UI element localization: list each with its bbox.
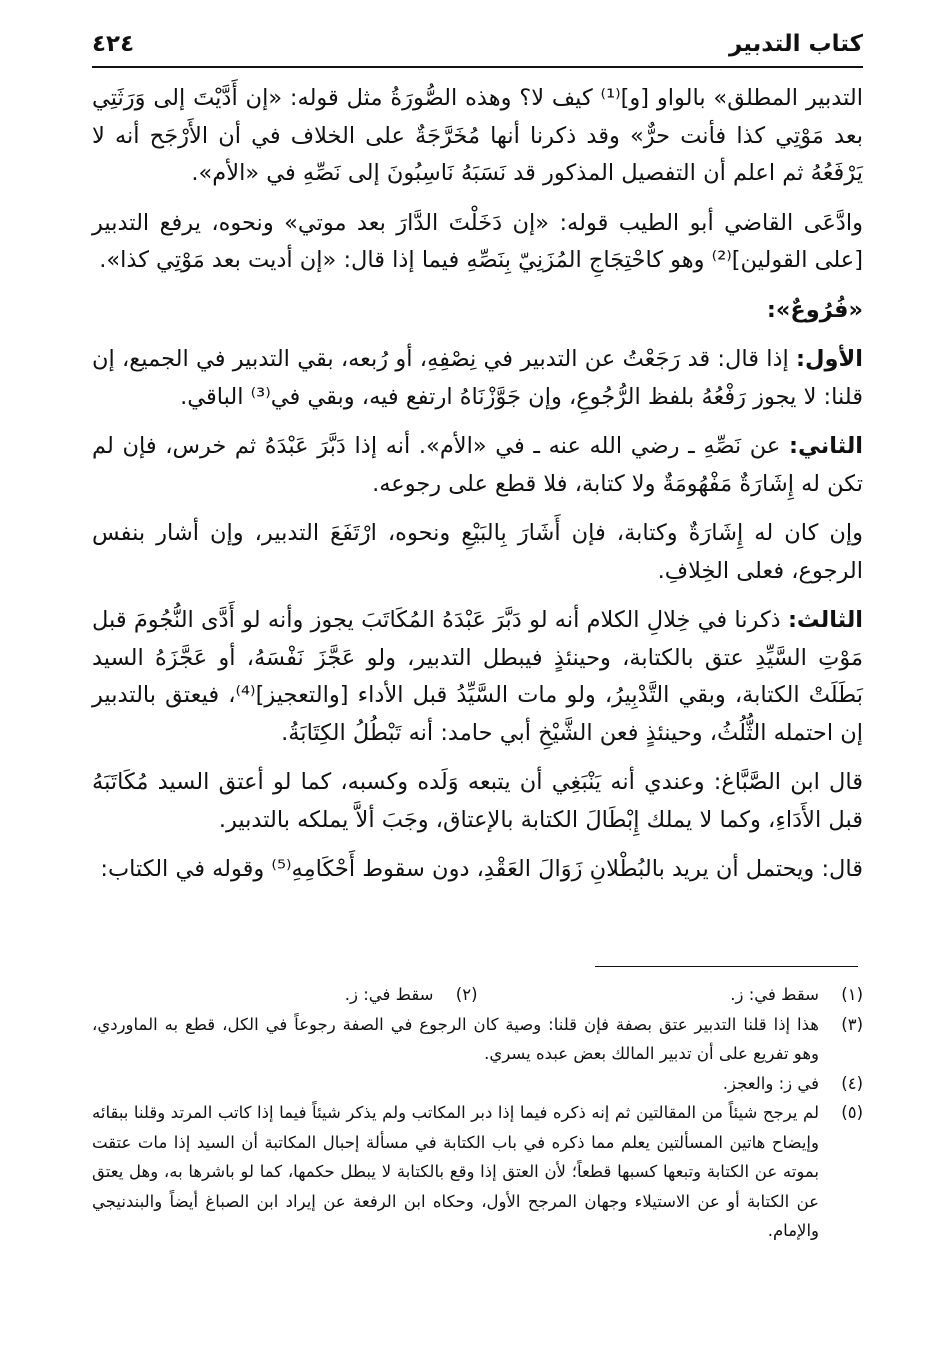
branch-first — [92, 341, 863, 416]
page-number: ٤٢٤ — [92, 31, 135, 57]
running-header — [92, 22, 863, 66]
footnote-4-text: في ز: والعجز. — [722, 1073, 819, 1093]
footnote-1-number: (١) — [841, 985, 863, 1004]
footnote-3-number: (٣) — [841, 1014, 863, 1034]
main-text — [92, 80, 863, 901]
footnote-5-number: (٥) — [841, 1103, 863, 1122]
branch-first-label: الأول: — [796, 346, 864, 372]
footnote-4-number: (٤) — [841, 1073, 863, 1093]
footnote-5 — [92, 1098, 863, 1246]
branch-third-text: ذكرنا في خِلالِ الكلام أنه لو دَبَّرَ عَبْدَهُ المُكَاتَبَ يجوز وأنه لو أَدَّى النُّجُومَ قبل مَوْتِ السَّيِّدِ عتق بالكتابة، وحينئذٍ فيبطل التدبير، ولو عَجَّزَ نَفْسَهُ، أو عَجَّزَهُ السيد بَطَلَتْ الكتابة، وبقي التَّدْبِيرُ، ولو مات السَّيِّدُ قبل الأداء [والتعجيز]⁽⁴⁾، فيعتق بالتدبير إن احتمله الثُّلُثُ، وحينئذٍ فعن الشَّيْخِ أبي حامد: أنه تَبْطُلُ الكِتَابَةُ. — [92, 607, 863, 746]
footnote-rule — [595, 966, 858, 967]
footnote-3 — [92, 1010, 863, 1069]
branch-third-label: الثالث: — [787, 607, 863, 633]
footnote-2-text: سقط في: ز. — [344, 985, 434, 1004]
paragraph-2: وادَّعَى القاضي أبو الطيب قوله: «إن دَخَلْتَ الدَّارَ بعد موتي» ونحوه، يرفع التدبير [على القولين]⁽²⁾ وهو كاحْتِجَاجِ المُزَنِيّ بِنَصِّهِ فيما إذا قال: «إن أديت بعد مَوْتِي كذا». — [92, 209, 863, 273]
paragraph-1: التدبير المطلق» بالواو [و]⁽¹⁾ كيف لا؟ وهذه الصُّورَةُ مثل قوله: «إن أَدَّيْتَ إلى وَرَثَتِي بعد مَوْتِي كذا فأنت حرٌّ» وقد ذكرنا أنها مُخَرَّجَةٌ على الخلاف في أن الأَرْجَح أنه لا يَرْفَعُهُ ثم اعلم أن التفصيل المذكور قد نَسَبَهُ نَاسِبُونَ إلى نَصِّهِ في «الأم». — [92, 85, 864, 186]
furu-heading-text: «فُرُوعٌ»: — [766, 296, 863, 323]
branch-second-text: عن نَصِّهِ ـ رضي الله عنه ـ في «الأم». أنه إذا دَبَّرَ عَبْدَهُ ثم خرس، فإن لم تكن له إِشَارَةٌ مَفْهُومَةٌ ولا كتابة، فلا قطع على رجوعه. — [92, 433, 863, 497]
header-title: كتاب التدبير — [728, 31, 863, 57]
footnote-1-text: سقط في: ز. — [730, 985, 819, 1004]
paragraph-signs: وإن كان له إِشَارَةٌ وكتابة، فإن أَشَارَ بِالبَيْعِ ونحوه، ارْتَفَعَ التدبير، وإن أشار بنفس الرجوع، فعلى الخِلافِ. — [92, 520, 863, 584]
footnote-2-number: (٢) — [455, 985, 478, 1004]
footnote-4 — [92, 1069, 863, 1099]
header-rule — [92, 66, 863, 68]
footnote-2 — [92, 980, 478, 1010]
furu-heading — [92, 292, 863, 330]
footnotes — [92, 980, 863, 1246]
paragraph-final: قال: ويحتمل أن يريد بالبُطْلانِ زَوَالَ العَقْدِ، دون سقوط أَحْكَامِهِ⁽⁵⁾ وقوله في الكتاب: — [100, 856, 863, 882]
branch-second-label: الثاني: — [788, 433, 863, 459]
footnote-5-text: لم يرجح شيئاً من المقالتين ثم إنه ذكره فيما إذا دبر المكاتب ولم يذكر شيئاً فيما إذا كاتب المرتد وقلنا ببقائه وإيضاح هاتين المسألتين يعلم مما ذكره في باب الكتابة في مسألة إحبال المكاتبة أن السيد إذا مات عتقت بموته عن الكتابة وتبعها كسبها قطعاً؛ لأن العتق إذا وقع بالكتابة لا يبطل حكمها، كما لو باشرها به، وهل يعتق عن الكتابة أو عن الاستيلاء وجهان المرجح الأول، وحكاه ابن الرفعة عن إيراد ابن الصباغ أيضاً والبندنيجي والإمام. — [92, 1103, 819, 1240]
branch-second — [92, 428, 863, 503]
branch-third — [92, 602, 863, 752]
footnote-3-text: هذا إذا قلنا التدبير عتق بصفة فإن قلنا: وصية كان الرجوع في الصفة رجوعاً في الكل، قطع به الماوردي، وهو تفريع على أن تدبير المالك بعض عبده يسري. — [92, 1014, 819, 1063]
footnote-1 — [478, 980, 864, 1010]
footnote-row-1-2 — [92, 980, 863, 1010]
branch-first-text: إذا قال: قد رَجَعْتُ عن التدبير في نِصْفِهِ، أو رُبعه، بقي التدبير في الجميع، إن قلنا: لا يجوز رَفْعُهُ بلفظ الرُّجُوعِ، وإن جَوَّزْنَاهُ ارتفع فيه، وبقي في⁽³⁾ الباقي. — [92, 346, 863, 410]
paragraph-ibn-sabbagh: قال ابن الصَّبَّاغ: وعندي أنه يَنْبَغِي أن يتبعه وَلَده وكسبه، كما لو أعتق السيد مُكَاتَبَهُ قبل الأَدَاءِ، وكما لا يملك إِبْطَالَ الكتابة بالإعتاق، وجَبَ ألاَّ يملكه بالتدبير. — [92, 769, 863, 833]
